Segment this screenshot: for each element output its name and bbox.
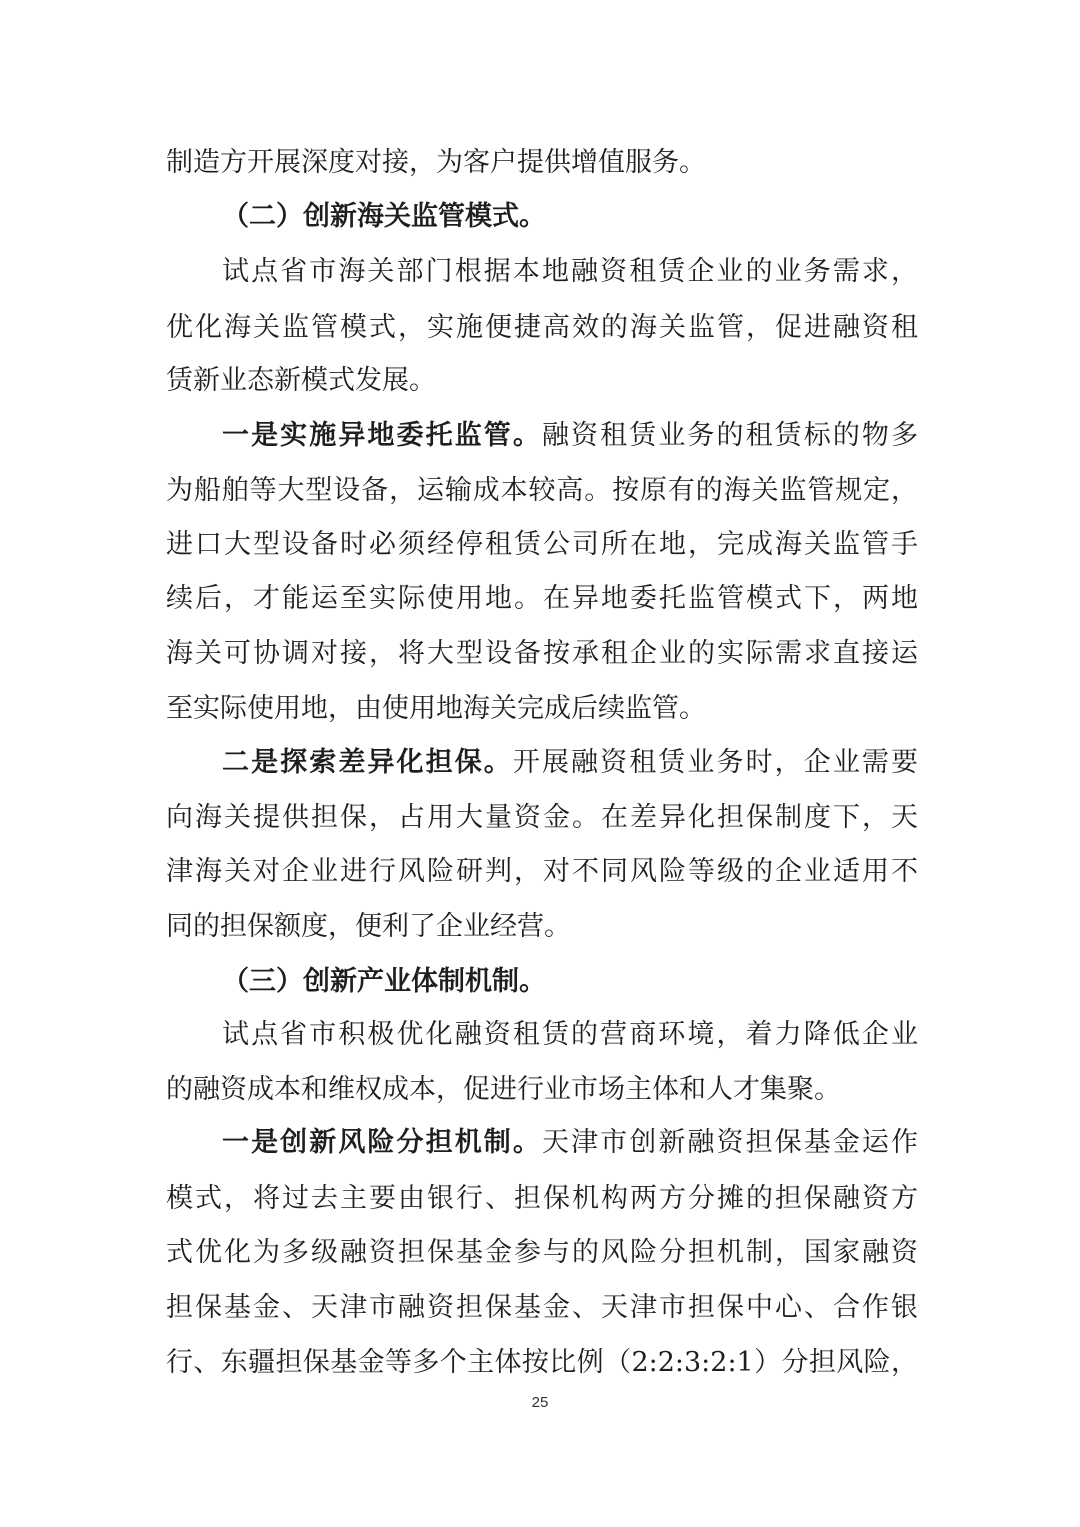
paragraph-line: 为船舶等大型设备，运输成本较高。按原有的海关监管规定，: [166, 475, 918, 506]
paragraph-line: 进口大型设备时必须经停租赁公司所在地，完成海关监管手: [166, 529, 918, 560]
paragraph-lead: 二是探索差异化担保。: [222, 747, 513, 778]
paragraph-line: 制造方开展深度对接，为客户提供增值服务。: [166, 147, 706, 178]
page-number: 25: [531, 1394, 549, 1411]
paragraph-line: 担保基金、天津市融资担保基金、天津市担保中心、合作银: [166, 1292, 918, 1323]
paragraph-line: 试点省市海关部门根据本地融资租赁企业的业务需求，: [222, 256, 918, 287]
paragraph-line: 至实际使用地，由使用地海关完成后续监管。: [166, 693, 706, 724]
paragraph-line: 同的担保额度，便利了企业经营。: [166, 911, 571, 942]
paragraph-line: 试点省市积极优化融资租赁的营商环境，着力降低企业: [222, 1019, 918, 1050]
paragraph-text: 融资租赁业务的租赁标的物多: [541, 420, 919, 451]
paragraph-lead: 一是创新风险分担机制。: [222, 1127, 542, 1158]
paragraph-line: 续后，才能运至实际使用地。在异地委托监管模式下，两地: [166, 583, 918, 614]
paragraph-line: [222, 1118, 918, 1168]
section-heading-3: （三）创新产业体制机制。: [222, 966, 546, 997]
paragraph-line: 模式，将过去主要由银行、担保机构两方分摊的担保融资方: [166, 1183, 918, 1214]
paragraph-line: 行、东疆担保基金等多个主体按比例（2:2:3:2:1）分担风险，: [166, 1347, 918, 1378]
paragraph-line: 海关可协调对接，将大型设备按承租企业的实际需求直接运: [166, 638, 918, 669]
paragraph-line: [222, 738, 918, 788]
paragraph-line: 赁新业态新模式发展。: [166, 365, 436, 396]
paragraph-text: 天津市创新融资担保基金运作: [541, 1127, 919, 1158]
paragraph-text: 开展融资租赁业务时，企业需要: [512, 747, 919, 778]
paragraph-lead: 一是实施异地委托监管。: [222, 420, 542, 451]
paragraph-line: [222, 411, 918, 461]
paragraph-line: 式优化为多级融资担保基金参与的风险分担机制，国家融资: [166, 1237, 918, 1268]
paragraph-line: 的融资成本和维权成本，促进行业市场主体和人才集聚。: [166, 1074, 841, 1105]
paragraph-line: 津海关对企业进行风险研判，对不同风险等级的企业适用不: [166, 856, 918, 887]
paragraph-line: 优化海关监管模式，实施便捷高效的海关监管，促进融资租: [166, 312, 918, 343]
section-heading-2: （二）创新海关监管模式。: [222, 201, 546, 232]
paragraph-line: 向海关提供担保，占用大量资金。在差异化担保制度下，天: [166, 802, 918, 833]
